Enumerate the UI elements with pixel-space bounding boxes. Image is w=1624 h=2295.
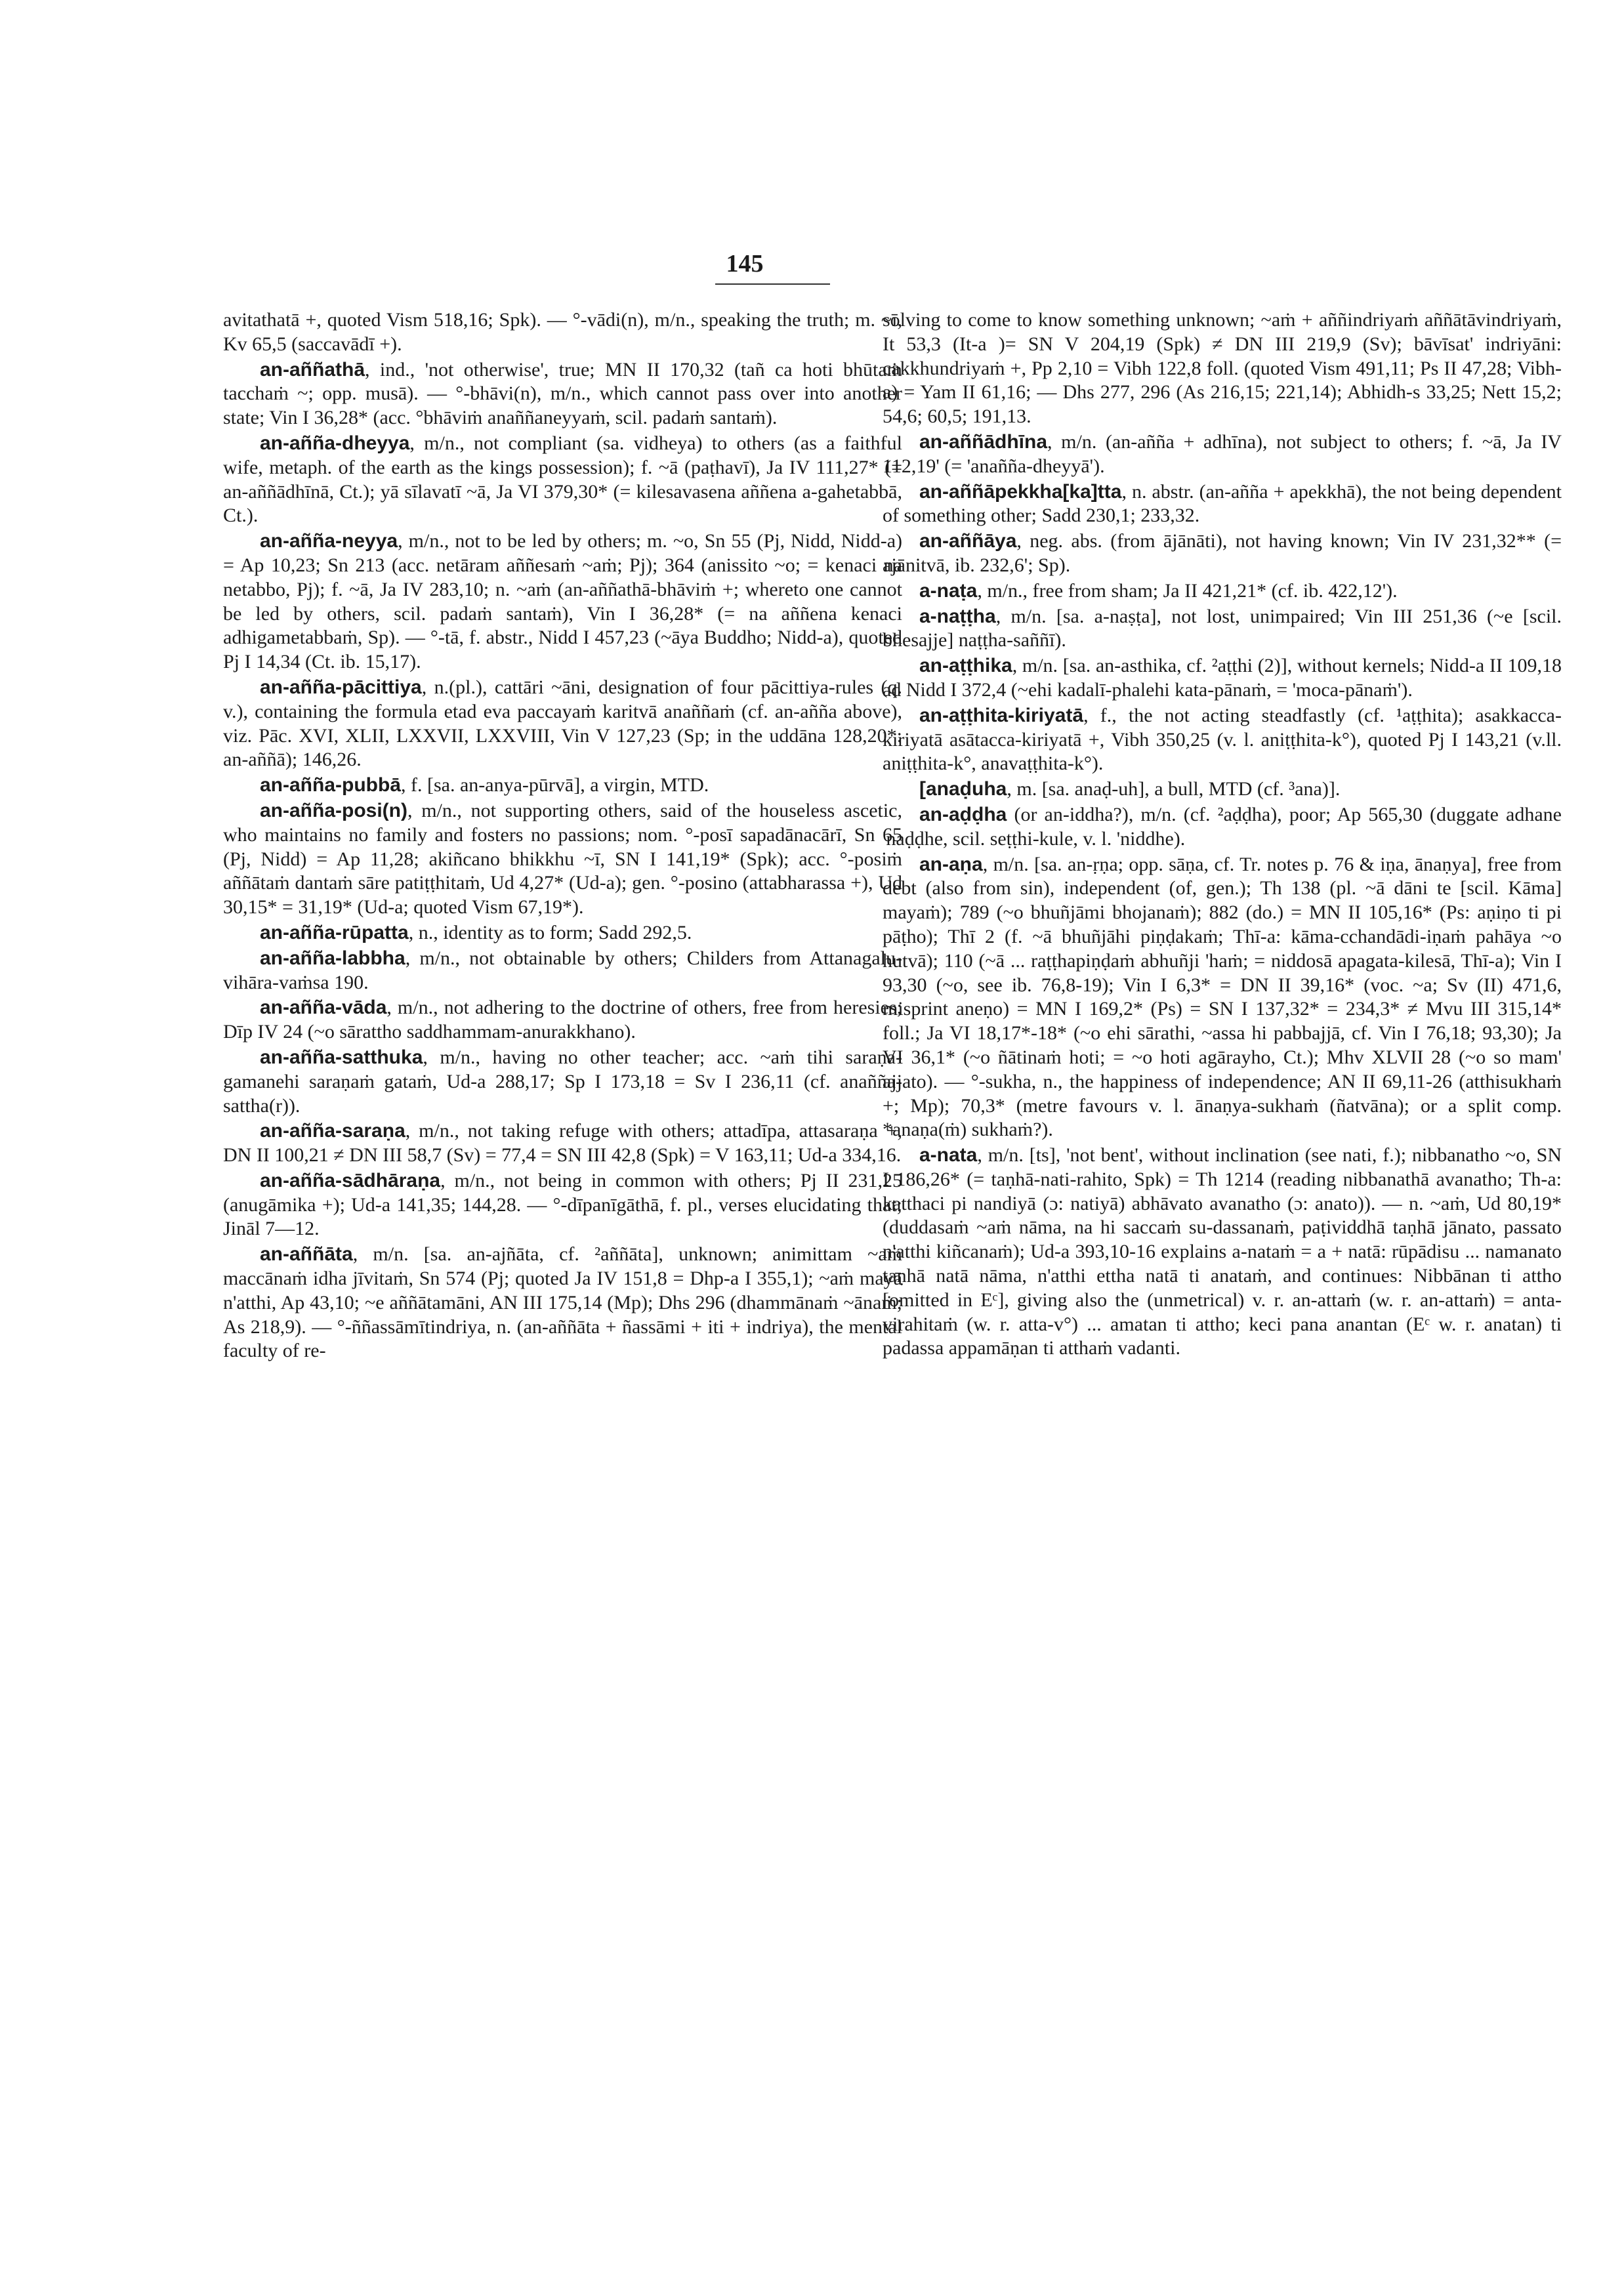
entry-text: solving to come to know something unknown; ~aṁ + aññindriyaṁ aññātāvindriyaṁ, It 53,3 (It-a )= SN V 204,19 (Spk) ≠ DN III 219,9 (Sv); bāvīsat' indriyāni: cakkhundriyaṁ +, Pp 2,10 = Vibh 122,8 foll. (quoted Vism 491,11; Ps II 47,28; Vibh-a) = Yam II 61,16; — Dhs 277, 296 (As 216,15; 221,14); Abhidh-s 33,25; Nett 15,2; 54,6; 60,5; 191,13. (883, 309, 1562, 428)
entry-headword: an-aññathā (260, 358, 365, 381)
dictionary-entry (883, 529, 1562, 578)
dictionary-entry (223, 1046, 902, 1118)
entry-text: , m/n., not obtainable by others; Childers from Attanagalu-vihāra-vaṁsa 190. (223, 947, 902, 993)
entry-headword: an-añña-pubbā (260, 774, 401, 796)
entry-text: , m/n. [sa. an-asthika, cf. ²aṭṭhi (2)], without kernels; Nidd-a II 109,18 ad Nidd I 372,4 (~ehi kadalī-phalehi kata-pānaṁ, = 'moca-pānaṁ'). (883, 655, 1562, 701)
entry-text: , m/n. [sa. an-ṛṇa; opp. sāṇa, cf. Tr. notes p. 76 & iṇa, ānaṇya], free from debt (also from sin), independent (of, gen.); Th 138 (pl. ~ā dāni te [scil. Kāma] mayaṁ); 789 (~o bhuñjāmi bhojanaṁ); 882 (do.) = MN II 105,16* (Ps: aṇiṇo ti pi pāṭho); Thī 2 (f. ~ā bhuñjāhi piṇḍakaṁ; Thī-a: kāma-cchandādi-iṇaṁ pahāya ~o hutvā); 110 (~ā ... raṭṭhapiṇḍaṁ abhuñji 'haṁ; = niddosā apagata-kilesā, Thī-a); Vin I 93,30 (~o, see ib. 76,8-19); Vin I 6,3* = DN II 39,16* (voc. ~a; Sv (II) 471,6, misprint aneṇo) = MN I 169,2* (Ps) = SN I 137,32* = 234,3* ≠ Mvu III 315,14* foll.; Ja VI 18,17*-18* (~o ehi sārathi, ~assa hi pabbajjā, cf. Vin I 76,18; 93,30); Ja VI 36,1* (~o ñātinaṁ hoti; = ~o hoti agārayho, Ct.); Mhv XLVII 28 (~o so mam' ajjato). — °-sukha, n., the happiness of independence; AN II 69,11-26 (atthisukhaṁ +; Mp); 70,3* (metre favours v. l. ānaṇya-sukhaṁ (ñatvāna); or a split comp. *anaṇa(ṁ) sukhaṁ?). (883, 853, 1562, 1141)
entry-headword: an-añña-sādhāraṇa (260, 1169, 441, 1191)
entry-text: , m/n., not to be led by others; m. ~o, Sn 55 (Pj, Nidd, Nidd-a) = Ap 10,23; Sn 213 (acc. netāram aññesaṁ ~aṁ; Pj); 364 (anissito ~o; = kenaci na netabbo, Pj); f. ~ā, Ja IV 283,10; n. ~aṁ (an-aññathā-bhāviṁ +; whereto one cannot be led by others, scil. padaṁ santaṁ), Vin I 36,28* (= na aññena kenaci adhigametabbaṁ, Sp). — °-tā, f. abstr., Nidd I 457,23 (~āya Buddho; Nidd-a), quoted Pj I 14,34 (Ct. ib. 15,17). (223, 530, 902, 673)
dictionary-entry (223, 676, 902, 772)
entry-headword: an-aññādhīna (919, 430, 1048, 453)
page-number: 145 (726, 250, 764, 278)
entry-text: , f. [sa. an-anya-pūrvā], a virgin, MTD. (401, 774, 709, 796)
entry-text: , f., the not acting steadfastly (cf. ¹aṭṭhita); asakkacca-kiriyatā asātacca-kiriyatā +, Vibh 350,25 (v. l. aniṭṭhita-k°), quoted Pj I 143,21 (v.ll. aniṭṭhita-k°, anavaṭṭhita-k°). (883, 704, 1562, 775)
dictionary-entry (223, 358, 902, 430)
dictionary-entry (883, 654, 1562, 703)
entry-headword: an-aṭṭhika (919, 655, 1012, 677)
entry-headword: an-añña-rūpatta (260, 921, 409, 943)
entry-headword: an-añña-satthuka (260, 1046, 423, 1068)
right-column (883, 308, 1562, 1362)
entry-headword: a-naṭṭha (919, 605, 996, 627)
dictionary-entry (883, 704, 1562, 776)
entry-text: , m/n., free from sham; Ja II 421,21* (cf. ib. 422,12'). (977, 579, 1398, 602)
entry-continuation (223, 308, 902, 357)
entry-headword: an-aḍḍha (919, 803, 1007, 825)
entry-headword: an-añña-saraṇa (260, 1120, 406, 1142)
entry-text: , n., identity as to form; Sadd 292,5. (408, 921, 692, 943)
entry-headword: an-aṭṭhita-kiriyatā (919, 704, 1084, 726)
entry-text: , m/n., not compliant (sa. vidheya) to others (as a faithful wife, metaph. of the earth as the kings possession); f. ~ā (paṭhavī), Ja IV 111,27* (= an-aññādhīnā, Ct.); yā sīlavatī ~ā, Ja VI 379,30* (= kilesavasena aññena a-gahetabbā, Ct.). (223, 432, 902, 527)
entry-text: avitathatā +, quoted Vism 518,16; Spk). — °-vādi(n), m/n., speaking the truth; m. ~ī, Kv 65,5 (saccavādī +). (223, 309, 902, 355)
entry-text: , m/n., having no other teacher; acc. ~aṁ tihi saraṇa-gamanehi saraṇaṁ gataṁ, Ud-a 288,17; Sp I 173,18 = Sv I 236,11 (cf. anañña-sattha(r)). (223, 1046, 902, 1117)
dictionary-entry (223, 799, 902, 920)
entry-headword: an-aññāya (919, 530, 1017, 552)
entry-text: , m/n., not supporting others, said of the houseless ascetic, who maintains no family and fosters no passions; nom. °-posī sapadānacārī, Sn 65 (Pj, Nidd) = Ap 11,28; akiñcano bhikkhu ~ī, SN I 141,19* (Spk); acc. °-posiṁ aññātaṁ dantaṁ sāre patiṭṭhitaṁ, Ud 4,27* (Ud-a); gen. °-posino (attabharassa +), Ud 30,15* = 31,19* (Ud-a; quoted Vism 67,19*). (223, 799, 902, 919)
entry-text: , m/n. [ts], 'not bent', without inclination (see nati, f.); nibbanatho ~o, SN I 186,26* (= taṇhā-nati-rahito, Spk) = Th 1214 (reading nibbanathā avanatho; Th-a: katthaci pi nandiyā (ɔ: natiyā) abhāvato avanatho (ɔ: anato)). — n. ~aṁ, Ud 80,19* (duddasaṁ ~aṁ nāma, na hi saccaṁ su-dassanaṁ, paṭividdhā taṇhā jānato, passato n'atthi kiñcanaṁ); Ud-a 393,10-16 explains a-nataṁ = a + natā: rūpādisu ... namanato taṇhā natā nāma, n'atthi ettha natā ti anataṁ, and continues: Nibbānan ti attho [omitted in Eᶜ], giving also the (unmetrical) v. r. an-attaṁ (w. r. an-attaṁ) = anta-virahitaṁ (w. r. atta-v°) ... amatan ti attho; keci pana anantan (Eᶜ w. r. anatan) ti padassa appamāṇan ti atthaṁ vadanti. (883, 1144, 1562, 1359)
dictionary-entry (223, 1243, 902, 1363)
entry-headword: an-aññāpekkha[ka]tta (919, 480, 1122, 503)
entry-headword: an-añña-neyya (260, 530, 398, 552)
entry-headword: an-añña-pācittiya (260, 676, 422, 698)
entry-text: , n. abstr. (an-añña + apekkhā), the not being dependent of something other; Sadd 230,1; 233,32. (883, 480, 1562, 527)
entry-text: , m/n. [sa. a-naṣṭa], not lost, unimpaired; Vin III 251,36 (~e [scil. bhesajje] naṭṭha-saññī). (883, 605, 1562, 651)
entry-headword: an-añña-dheyya (260, 432, 410, 454)
dictionary-entry (223, 947, 902, 995)
entry-headword: an-añña-labbha (260, 947, 406, 969)
left-column (223, 308, 902, 1365)
dictionary-entry (223, 1169, 902, 1241)
entry-headword: [anaḍuha (919, 778, 1007, 800)
entry-headword: an-aññāta (260, 1243, 353, 1266)
dictionary-entry (223, 996, 902, 1044)
dictionary-entry (223, 1119, 902, 1168)
entry-headword: an-añña-posi(n) (260, 799, 407, 821)
dictionary-entry (883, 777, 1562, 802)
entry-text: , n.(pl.), cattāri ~āni, designation of four pācittiya-rules (q. v.), containing the formula etad eva paccayaṁ karitvā anaññaṁ (cf. an-añña above), viz. Pāc. XVI, XLII, LXXVII, LXXVIII, Vin V 127,23 (Sp; in the uddāna 128,20*: an-aññā); 146,26. (223, 676, 902, 771)
entry-text: (or an-iddha?), m/n. (cf. ²aḍḍha), poor; Ap 565,30 (duggate adhane 'naḍḍhe, scil. seṭṭhi-kule, v. l. 'niddhe). (883, 803, 1562, 850)
page-number-rule (715, 283, 830, 285)
entry-headword: a-naṭa (919, 579, 978, 602)
entry-text: , neg. abs. (from ājānāti), not having known; Vin IV 231,32** (= ajānitvā, ib. 232,6'; Sp). (883, 530, 1562, 576)
entry-text: , m/n. (an-añña + adhīna), not subject to others; f. ~ā, Ja IV 112,19' (= 'anañña-dheyyā'). (883, 430, 1562, 477)
dictionary-entry (223, 774, 902, 798)
entry-text: , m/n., not adhering to the doctrine of others, free from heresies; Dīp IV 24 (~o sārattho saddhammam-anurakkhano). (223, 997, 902, 1043)
entry-text: , m/n., not being in common with others; Pj II 231,25 (anugāmika +); Ud-a 141,35; 144,28. — °-dīpanīgāthā, f. pl., verses elucidating that; Jināl 7—12. (223, 1169, 902, 1240)
dictionary-entry (223, 921, 902, 945)
dictionary-entry (223, 529, 902, 674)
entry-headword: a-nata (919, 1144, 978, 1167)
entry-text: , m/n. [sa. an-ajñāta, cf. ²aññāta], unknown; animittam ~aṁ maccānaṁ idha jīvitaṁ, Sn 574 (Pj; quoted Ja IV 151,8 = Dhp-a I 355,1); ~aṁ mayā n'atthi, Ap 43,10; ~e aññātamāni, AN III 175,14 (Mp); Dhs 296 (dhammānaṁ ~ānaṁ; As 218,9). — °-ññassāmītindriya, n. (an-aññāta + ñassāmi + iti + indriya), the mental faculty of re- (223, 1243, 902, 1362)
dictionary-entry (883, 605, 1562, 653)
entry-text: , m/n., not taking refuge with others; attadīpa, attasaraṇa +, DN II 100,21 ≠ DN III 58,7 (Sv) = 77,4 = SN III 42,8 (Spk) = V 163,11; Ud-a 334,16. (223, 1120, 902, 1167)
dictionary-entry (883, 579, 1562, 604)
dictionary-entry (883, 803, 1562, 852)
dictionary-entry (223, 432, 902, 528)
dictionary-entry (883, 480, 1562, 529)
entry-headword: an-añña-vāda (260, 997, 387, 1019)
dictionary-entry (883, 430, 1562, 479)
entry-continuation (883, 308, 1562, 429)
entry-text: , m. [sa. anaḍ-uh], a bull, MTD (cf. ³ana)]. (1007, 778, 1341, 800)
entry-text: , ind., 'not otherwise', true; MN II 170,32 (tañ ca hoti bhūtaṁ tacchaṁ ~; opp. musā). — °-bhāvi(n), m/n., which cannot pass over into another state; Vin I 36,28* (acc. °bhāviṁ anaññaneyyaṁ, scil. padaṁ santaṁ). (223, 358, 902, 429)
entry-headword: an-aṇa (919, 853, 983, 875)
dictionary-entry (883, 853, 1562, 1143)
dictionary-entry (883, 1144, 1562, 1361)
